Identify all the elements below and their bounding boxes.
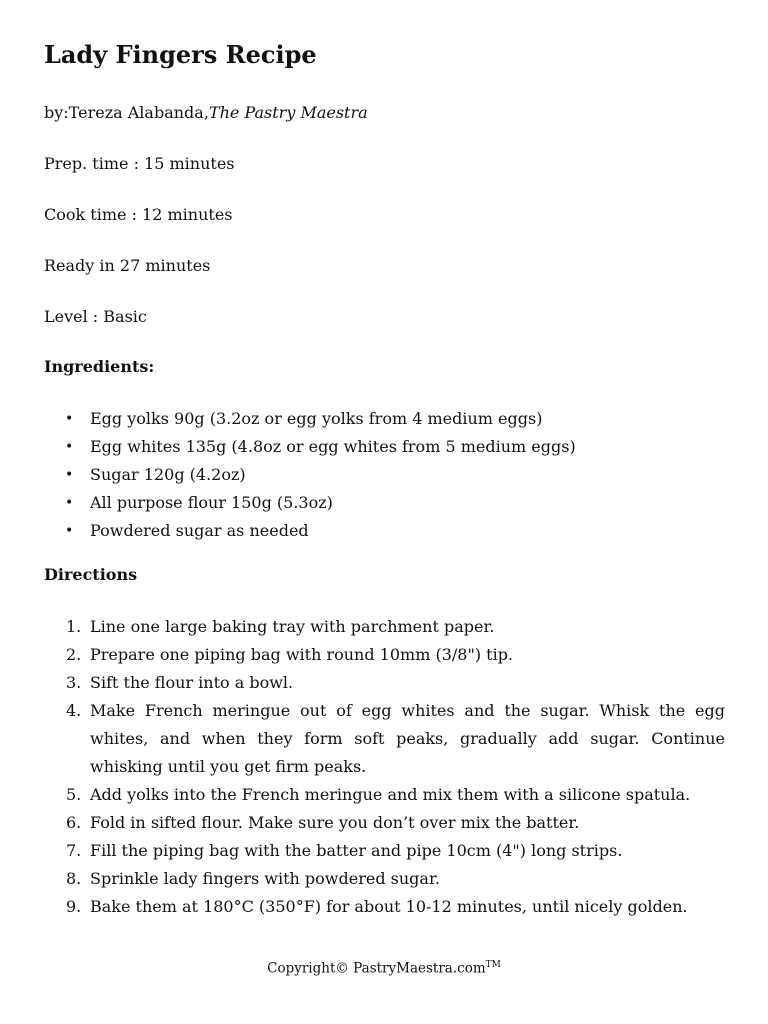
ingredient-text: Sugar 120g (4.2oz)	[90, 465, 246, 484]
ingredient-text: Egg whites 135g (4.8oz or egg whites from 5 medium eggs)	[90, 437, 576, 456]
bullet-icon: •	[65, 467, 74, 483]
step-number: 1.	[66, 617, 82, 636]
list-item	[44, 809, 725, 837]
step-number: 4.	[66, 701, 82, 720]
ingredient-text: Egg yolks 90g (3.2oz or egg yolks from 4 medium eggs)	[90, 409, 543, 428]
step-number: 9.	[66, 897, 82, 916]
step-text: Prepare one piping bag with round 10mm (3/8") tip.	[90, 645, 514, 664]
list-item	[44, 517, 576, 545]
step-text: Sprinkle lady fingers with powdered sugar.	[90, 869, 440, 888]
list-item	[44, 669, 725, 697]
step-number: 5.	[66, 785, 82, 804]
list-item	[44, 865, 725, 893]
bullet-icon: •	[65, 439, 74, 455]
prep-time: Prep. time : 15 minutes	[44, 154, 235, 173]
step-text: Sift the flour into a bowl.	[90, 673, 294, 692]
list-item	[44, 837, 725, 865]
list-item	[44, 613, 725, 641]
list-item	[44, 405, 576, 433]
step-number: 2.	[66, 645, 82, 664]
ingredients-list	[44, 405, 576, 545]
list-item	[44, 489, 576, 517]
ingredients-heading: Ingredients:	[44, 357, 155, 376]
list-item	[44, 461, 576, 489]
step-text: Make French meringue out of egg whites and the sugar. Whisk the egg whites, and when they form soft peaks, gradually add sugar. Continue whisking until you get firm peaks.	[90, 701, 725, 776]
page-title: Lady Fingers Recipe	[44, 40, 317, 69]
step-text: Add yolks into the French meringue and mix them with a silicone spatula.	[90, 785, 691, 804]
directions-list	[44, 613, 725, 921]
trademark-mark: TM	[485, 960, 501, 970]
list-item	[44, 697, 725, 781]
bullet-icon: •	[65, 411, 74, 427]
ingredient-text: All purpose flour 150g (5.3oz)	[90, 493, 333, 512]
step-number: 6.	[66, 813, 82, 832]
cook-time: Cook time : 12 minutes	[44, 205, 233, 224]
list-item	[44, 893, 725, 921]
level: Level : Basic	[44, 307, 147, 326]
step-text: Fold in sifted flour. Make sure you don’t over mix the batter.	[90, 813, 580, 832]
step-text: Bake them at 180°C (350°F) for about 10-12 minutes, until nicely golden.	[90, 897, 688, 916]
author-line	[44, 103, 368, 122]
ingredient-text: Powdered sugar as needed	[90, 521, 309, 540]
step-text: Fill the piping bag with the batter and pipe 10cm (4") long strips.	[90, 841, 623, 860]
step-text: Line one large baking tray with parchment paper.	[90, 617, 495, 636]
list-item	[44, 781, 725, 809]
bullet-icon: •	[65, 495, 74, 511]
author-name: by:Tereza Alabanda,	[44, 103, 209, 122]
ready-in: Ready in 27 minutes	[44, 256, 211, 275]
step-number: 8.	[66, 869, 82, 888]
copyright-footer	[0, 960, 768, 977]
author-role: The Pastry Maestra	[208, 103, 368, 122]
copyright-text: Copyright© PastryMaestra.com	[267, 960, 486, 977]
list-item	[44, 641, 725, 669]
directions-heading: Directions	[44, 565, 138, 584]
step-number: 7.	[66, 841, 82, 860]
step-number: 3.	[66, 673, 82, 692]
bullet-icon: •	[65, 523, 74, 539]
list-item	[44, 433, 576, 461]
